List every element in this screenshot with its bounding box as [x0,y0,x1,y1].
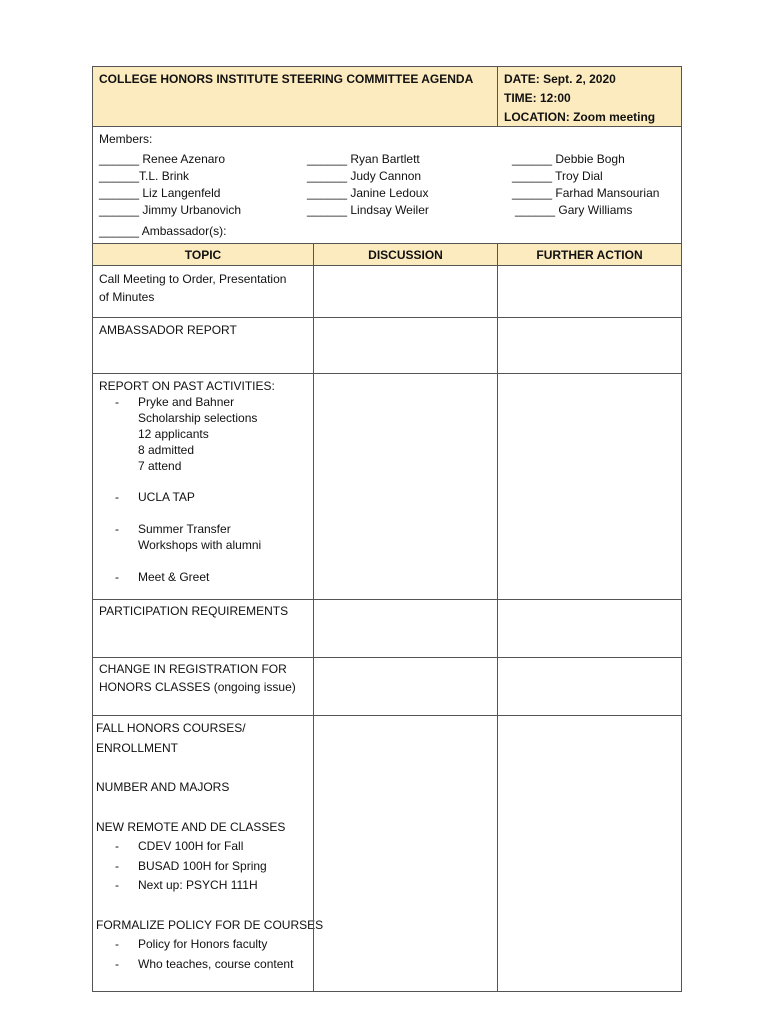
meeting-date: DATE: Sept. 2, 2020 [504,72,616,86]
agenda-title-cell [92,66,498,127]
column-header-topic [92,243,314,266]
topic-cell-ambassador-report [92,317,314,374]
discussion-cell[interactable] [313,317,498,374]
bullet-dash: - [115,570,119,584]
bullet-dash: - [115,957,119,971]
bullet-dash: - [115,839,119,853]
column-header-discussion-label: DISCUSSION [368,248,443,262]
agenda-title: COLLEGE HONORS INSTITUTE STEERING COMMITTEE AGENDA [99,72,474,86]
further-action-cell[interactable] [497,657,682,716]
bullet-dash: - [115,937,119,951]
topic-text: HONORS CLASSES (ongoing issue) [99,680,296,694]
member-item: ______ Debbie Bogh [512,152,625,166]
topic-text: CHANGE IN REGISTRATION FOR [99,662,287,676]
member-item: ______ Gary Williams [515,203,633,217]
column-header-topic-label: TOPIC [184,248,222,262]
column-header-discussion [313,243,498,266]
bullet-text: 7 attend [138,459,182,473]
bullet-text: 8 admitted [138,443,195,457]
bullet-dash: - [115,522,119,536]
further-action-cell[interactable] [497,599,682,658]
member-item: ______ Lindsay Weiler [307,203,429,217]
column-header-further-action-label: FURTHER ACTION [536,248,643,262]
bullet-text: Workshops with alumni [138,538,262,552]
member-item: ______ Liz Langenfeld [99,186,221,200]
member-item: ______ Renee Azenaro [99,152,226,166]
further-action-cell[interactable] [497,715,682,992]
topic-heading: REPORT ON PAST ACTIVITIES: [99,379,275,393]
bullet-text: UCLA TAP [138,490,195,504]
meeting-info-cell [497,66,682,127]
bullet-text: Next up: PSYCH 111H [138,878,258,892]
meeting-location: LOCATION: Zoom meeting [504,110,656,124]
topic-cell-participation [92,599,314,658]
topic-text: FORMALIZE POLICY FOR DE COURSES [96,918,324,932]
discussion-cell[interactable] [313,265,498,318]
topic-cell-fall-courses [92,715,324,992]
bullet-text: BUSAD 100H for Spring [138,859,267,873]
further-action-cell[interactable] [497,373,682,600]
topic-text: NUMBER AND MAJORS [96,780,230,794]
meeting-time: TIME: 12:00 [504,91,571,105]
bullet-text: Policy for Honors faculty [138,937,268,951]
member-item: ______ Troy Dial [512,169,603,183]
member-item: ______ Jimmy Urbanovich [99,203,242,217]
bullet-text: Pryke and Bahner [138,395,235,409]
members-cell [92,126,682,244]
member-item: ______ Judy Cannon [307,169,422,183]
bullet-dash: - [115,859,119,873]
topic-text: FALL HONORS COURSES/ [96,721,246,735]
topic-text: PARTICIPATION REQUIREMENTS [99,604,289,618]
further-action-cell[interactable] [497,265,682,318]
topic-text: AMBASSADOR REPORT [99,323,237,337]
ambassador-line: ______ Ambassador(s): [99,224,227,238]
discussion-cell[interactable] [313,715,498,992]
topic-text: of Minutes [99,290,155,304]
member-item: ______ Farhad Mansourian [512,186,660,200]
topic-text: Call Meeting to Order, Presentation [99,272,287,286]
bullet-text: Scholarship selections [138,411,258,425]
topic-cell-past-activities [92,373,314,600]
bullet-text: Summer Transfer [138,522,231,536]
topic-text: NEW REMOTE AND DE CLASSES [96,820,286,834]
discussion-cell[interactable] [313,599,498,658]
bullet-text: Who teaches, course content [138,957,294,971]
discussion-cell[interactable] [313,373,498,600]
members-label: Members: [99,132,153,146]
member-item: ______T.L. Brink [99,169,190,183]
topic-cell-call-to-order [92,265,314,318]
member-item: ______ Ryan Bartlett [307,152,420,166]
column-header-further-action [497,243,682,266]
bullet-text: Meet & Greet [138,570,210,584]
bullet-text: CDEV 100H for Fall [138,839,244,853]
discussion-cell[interactable] [313,657,498,716]
bullet-dash: - [115,878,119,892]
bullet-text: 12 applicants [138,427,209,441]
bullet-dash: - [115,490,119,504]
topic-cell-registration-change [92,657,314,716]
topic-text: ENROLLMENT [96,741,179,755]
member-item: ______ Janine Ledoux [307,186,429,200]
bullet-dash: - [115,395,119,409]
further-action-cell[interactable] [497,317,682,374]
